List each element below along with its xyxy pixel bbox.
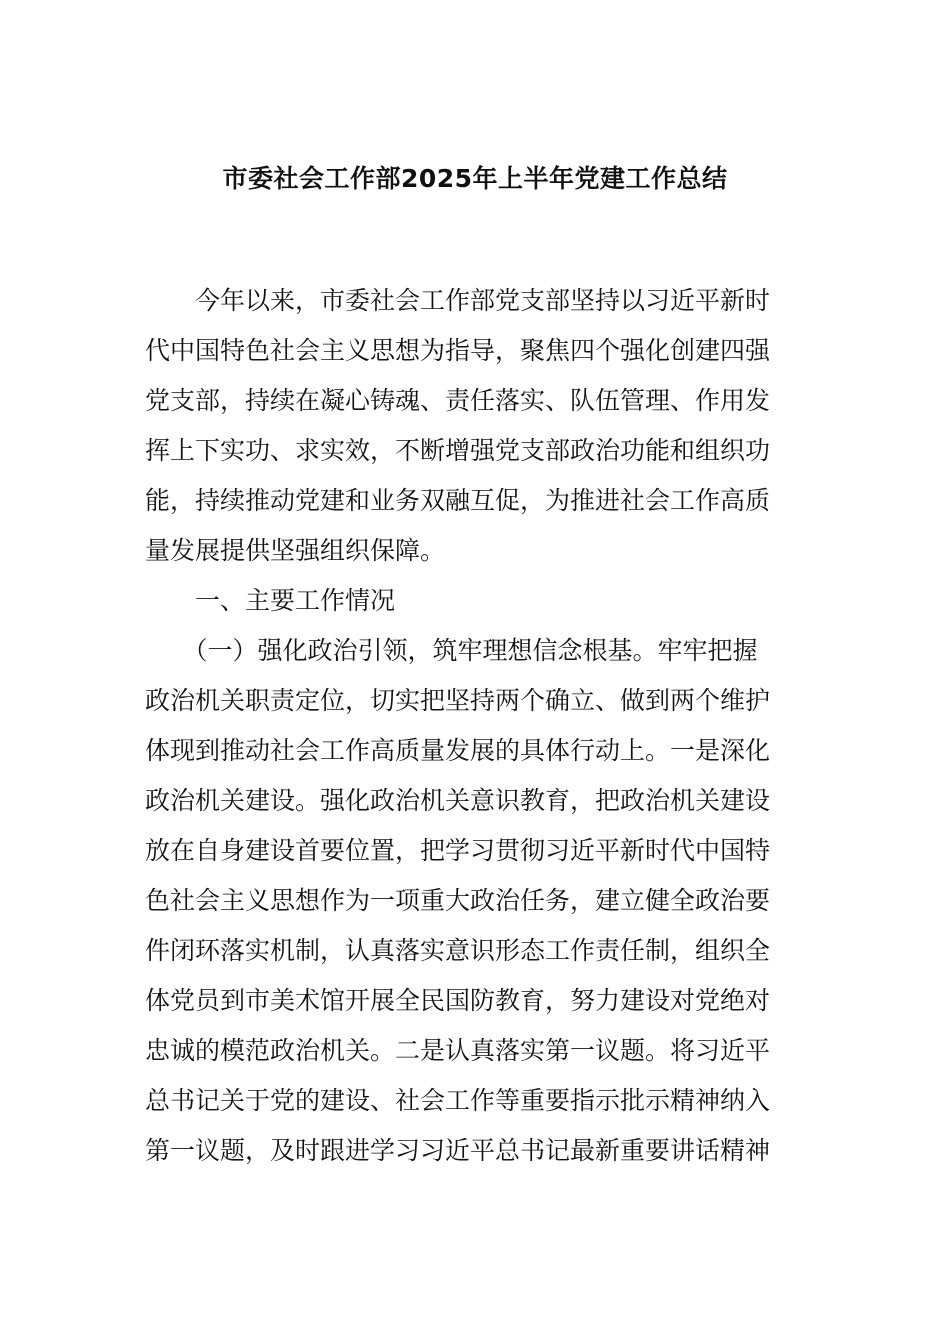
text-line-2: 代中国特色社会主义思想为指导，聚焦四个强化创建四强 xyxy=(145,336,771,365)
document-title: 市委社会工作部2025年上半年党建工作总结 xyxy=(222,164,728,193)
text-line-1: 今年以来，市委社会工作部党支部坚持以习近平新时 xyxy=(145,286,771,315)
text-line-16: 忠诚的模范政治机关。二是认真落实第一议题。将习近平 xyxy=(145,1036,771,1065)
text-line-3: 党支部，持续在凝心铸魂、责任落实、队伍管理、作用发 xyxy=(145,386,771,415)
text-line-4: 挥上下实功、求实效，不断增强党支部政治功能和组织功 xyxy=(145,436,771,465)
section-heading-main-work: 一、主要工作情况 xyxy=(145,586,396,615)
text-line-11: 政治机关建设。强化政治机关意识教育，把政治机关建设 xyxy=(145,786,771,815)
text-line-10: 体现到推动社会工作高质量发展的具体行动上。一是深化 xyxy=(145,736,771,765)
text-line-17: 总书记关于党的建设、社会工作等重要指示批示精神纳入 xyxy=(145,1086,771,1115)
text-line-6: 量发展提供坚强组织保障。 xyxy=(145,536,446,565)
text-line-9: 政治机关职责定位，切实把坚持两个确立、做到两个维护 xyxy=(145,686,771,715)
text-line-12: 放在自身建设首要位置，把学习贯彻习近平新时代中国特 xyxy=(145,836,771,865)
text-line-14: 件闭环落实机制，认真落实意识形态工作责任制，组织全 xyxy=(145,936,771,965)
text-line-18: 第一议题，及时跟进学习习近平总书记最新重要讲话精神 xyxy=(145,1136,771,1165)
text-line-13: 色社会主义思想作为一项重大政治任务，建立健全政治要 xyxy=(145,886,771,915)
text-line-5: 能，持续推动党建和业务双融互促，为推进社会工作高质 xyxy=(145,486,771,515)
text-line-15: 体党员到市美术馆开展全民国防教育，努力建设对党绝对 xyxy=(145,986,771,1015)
text-line-8: （一）强化政治引领，筑牢理想信念根基。牢牢把握 xyxy=(145,636,758,665)
